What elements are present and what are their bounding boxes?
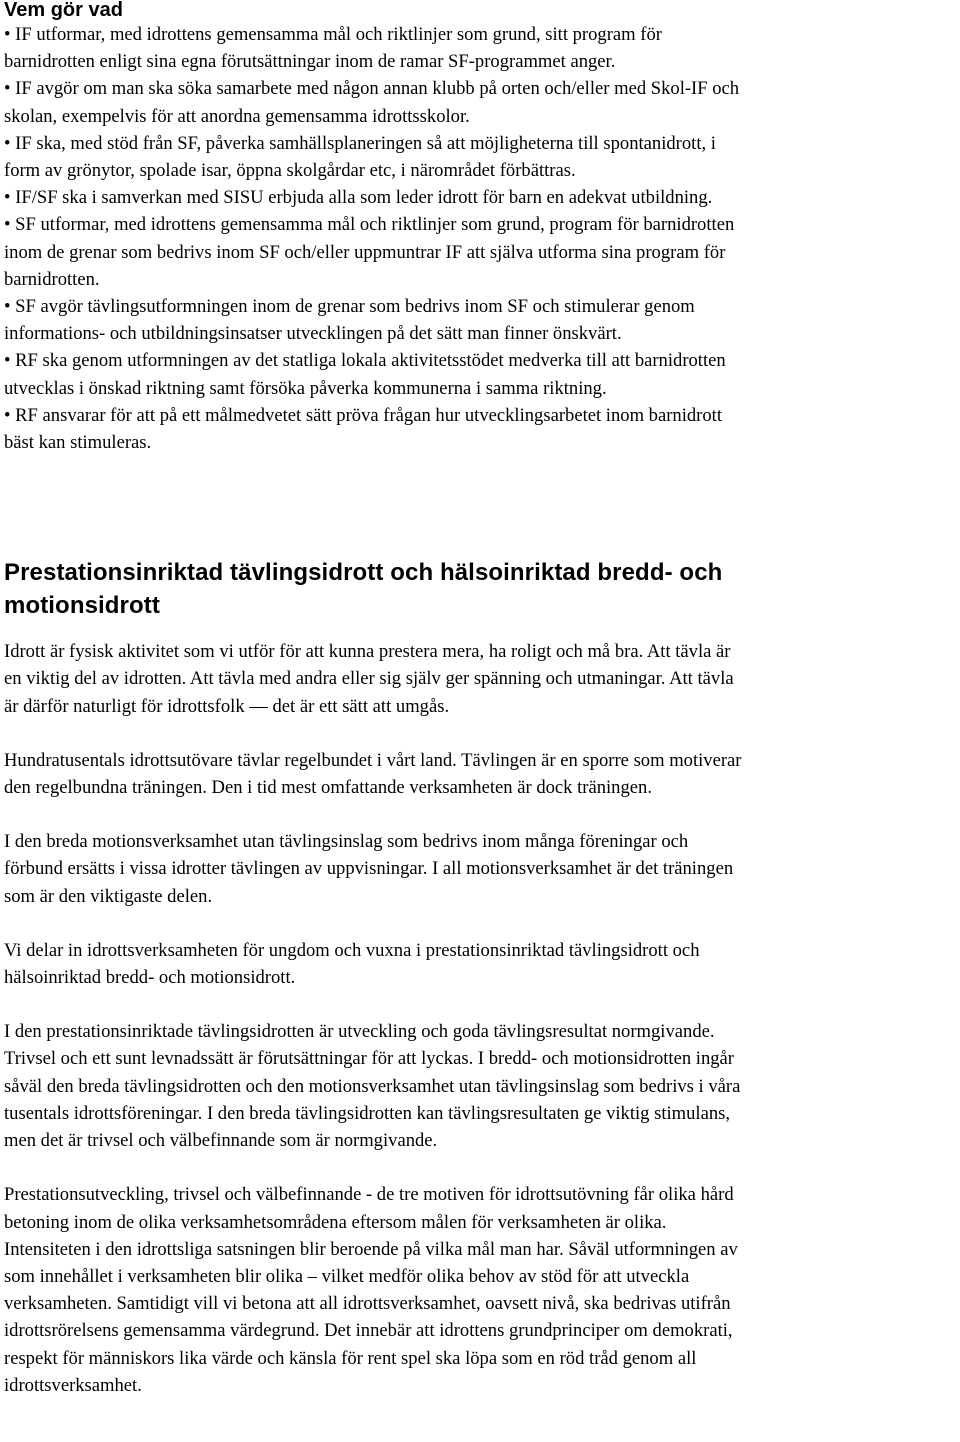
body-paragraph bbox=[4, 828, 952, 910]
paragraph-line: Vi delar in idrottsverksamheten för ungdom och vuxna i prestationsinriktad tävlingsidrott och bbox=[4, 939, 700, 961]
paragraph-line: tusentals idrottsföreningar. I den breda tävlingsidrotten kan tävlingsresultaten ge viktig stimulans, bbox=[4, 1102, 731, 1124]
paragraph-line: Prestationsutveckling, trivsel och välbefinnande - de tre motiven för idrottsutövning får olika hård bbox=[4, 1184, 734, 1206]
section-title-vem-gor-vad: Vem gör vad bbox=[4, 0, 123, 21]
bullet-line: bäst kan stimuleras. bbox=[4, 432, 152, 454]
paragraph-line: är därför naturligt för idrottsfolk — det är ett sätt att umgås. bbox=[4, 695, 450, 717]
paragraph-line: såväl den breda tävlingsidrotten och den motionsverksamhet utan tävlingsinslag som bedrivs i våra bbox=[4, 1075, 741, 1097]
paragraph-line: idrottsverksamhet. bbox=[4, 1374, 142, 1396]
bullet-line: form av grönytor, spolade isar, öppna skolgårdar etc, i närområdet förbättras. bbox=[4, 160, 576, 182]
paragraph-line: I den breda motionsverksamhet utan tävlingsinslag som bedrivs inom många föreningar och bbox=[4, 831, 689, 853]
bullet-line: utvecklas i önskad riktning samt försöka påverka kommunerna i samma riktning. bbox=[4, 377, 607, 399]
bullet-line: inom de grenar som bedrivs inom SF och/eller uppmuntrar IF att själva utforma sina program för bbox=[4, 241, 726, 263]
bullet-line: • IF avgör om man ska söka samarbete med någon annan klubb på orten och/eller med Skol-IF och bbox=[4, 78, 740, 100]
paragraph-line: idrottsrörelsens gemensamma värdegrund. Det innebär att idrottens grundprinciper om demokrati, bbox=[4, 1320, 733, 1342]
bullet-line: • SF avgör tävlingsutformningen inom de grenar som bedrivs inom SF och stimulerar genom bbox=[4, 296, 695, 318]
paragraph-line: I den prestationsinriktade tävlingsidrotten är utveckling och goda tävlingsresultat normgivande. bbox=[4, 1021, 715, 1043]
responsibility-bullet-list bbox=[4, 21, 952, 456]
paragraph-line: Intensiteten i den idrottsliga satsningen blir beroende på vilka mål man har. Såväl utformningen av bbox=[4, 1238, 738, 1260]
body-paragraph bbox=[4, 638, 952, 720]
body-paragraph bbox=[4, 937, 952, 991]
bullet-line: • SF utformar, med idrottens gemensamma mål och riktlinjer som grund, program för barnidrotten bbox=[4, 214, 735, 236]
paragraph-line: som innehållet i verksamheten blir olika – vilket medför olika behov av stöd för att utveckla bbox=[4, 1265, 690, 1287]
bullet-line: • IF/SF ska i samverkan med SISU erbjuda alla som leder idrott för barn en adekvat utbildning. bbox=[4, 187, 713, 209]
section-title-prestationsinriktad bbox=[4, 556, 952, 622]
paragraph-line: förbund ersätts i vissa idrotter tävlingen av uppvisningar. I all motionsverksamhet är det träningen bbox=[4, 858, 734, 880]
paragraph-line: Trivsel och ett sunt levnadssätt är förutsättningar för att lyckas. I bredd- och motionsidrotten ingår bbox=[4, 1048, 734, 1070]
bullet-line: barnidrotten. bbox=[4, 268, 100, 290]
section-title-line: motionsidrott bbox=[4, 592, 160, 620]
bullet-line: informations- och utbildningsinsatser utvecklingen på det sätt man finner önskvärt. bbox=[4, 323, 622, 345]
paragraph-line: Hundratusentals idrottsutövare tävlar regelbundet i vårt land. Tävlingen är en sporre som motiverar bbox=[4, 749, 742, 771]
paragraph-line: som är den viktigaste delen. bbox=[4, 885, 213, 907]
paragraph-line: respekt för människors lika värde och känsla för rent spel ska löpa som en röd tråd genom all bbox=[4, 1347, 697, 1369]
paragraph-line: verksamheten. Samtidigt vill vi betona att all idrottsverksamhet, oavsett nivå, ska bedrivas utifrån bbox=[4, 1293, 731, 1315]
body-paragraph bbox=[4, 1018, 952, 1154]
bullet-line: skolan, exempelvis för att anordna gemensamma idrottsskolor. bbox=[4, 105, 470, 127]
bullet-line: barnidrotten enligt sina egna förutsättningar inom de ramar SF-programmet anger. bbox=[4, 51, 616, 73]
paragraph-line: en viktig del av idrotten. Att tävla med andra eller sig själv ger spänning och utmaningar. Att tävla bbox=[4, 668, 734, 690]
paragraph-line: betoning inom de olika verksamhetsområdena eftersom målen för verksamheten är olika. bbox=[4, 1211, 667, 1233]
paragraph-line: den regelbundna träningen. Den i tid mest omfattande verksamheten är dock träningen. bbox=[4, 777, 652, 799]
section-title-line: Prestationsinriktad tävlingsidrott och hälsoinriktad bredd- och bbox=[4, 559, 723, 587]
paragraph-line: men det är trivsel och välbefinnande som är normgivande. bbox=[4, 1130, 438, 1152]
bullet-line: • RF ska genom utformningen av det statliga lokala aktivitetsstödet medverka till att barnidrotten bbox=[4, 350, 726, 372]
paragraph-line: hälsoinriktad bredd- och motionsidrott. bbox=[4, 967, 296, 989]
bullet-line: • IF utformar, med idrottens gemensamma mål och riktlinjer som grund, sitt program för bbox=[4, 24, 662, 45]
paragraph-line: Idrott är fysisk aktivitet som vi utför för att kunna prestera mera, ha roligt och må bra. Att tävla är bbox=[4, 641, 731, 663]
bullet-line: • RF ansvarar för att på ett målmedvetet sätt pröva frågan hur utvecklingsarbetet inom barnidrott bbox=[4, 404, 723, 426]
bullet-line: • IF ska, med stöd från SF, påverka samhällsplaneringen så att möjligheterna till spontanidrott, i bbox=[4, 132, 716, 154]
body-paragraph bbox=[4, 1181, 952, 1399]
body-paragraph bbox=[4, 747, 952, 801]
